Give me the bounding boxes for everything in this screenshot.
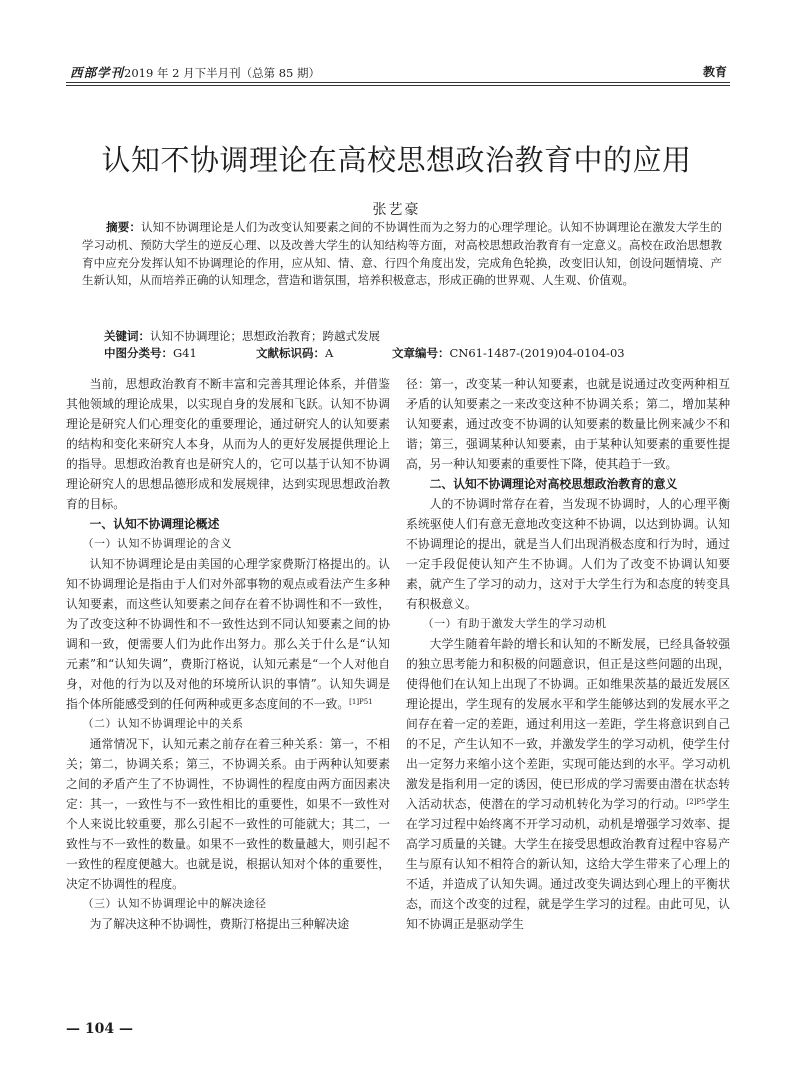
issue-info: 2019 年 2 月下半月刊（总第 85 期） [124, 66, 321, 80]
clc-number [104, 345, 197, 361]
article-title: 认知不协调理论在高校思想政治教育中的应用 [101, 143, 692, 177]
header-rule-secondary [66, 85, 730, 86]
clc-value: G41 [173, 346, 197, 360]
section-heading-2: 二、认知不协调理论对高校思想政治教育的意义 [429, 477, 678, 491]
article-no-label: 文章编号： [392, 346, 450, 360]
body-column-left [66, 374, 390, 934]
article-author: 张艺豪 [372, 202, 421, 218]
paragraph-motivation [406, 634, 730, 934]
keywords [104, 328, 380, 344]
abstract [82, 219, 722, 290]
subsection-heading-1-2: （二）认知不协调理论中的关系 [82, 717, 244, 730]
article-no-value: CN61-1487-(2019)04-0104-03 [449, 346, 625, 360]
document-code [256, 345, 333, 361]
section-heading-1: 一、认知不协调理论概述 [89, 517, 220, 531]
body-column-right [406, 374, 730, 934]
paragraph-motivation-text-b: 学生在学习过程中始终离不开学习动机，动机是增强学习效率、提高学习质量的关键。大学生在接受思想政治教育过程中容易产生与原有认知不相符合的新认知，这给大学生带来了心理上的不适，并造成了认知失调。通过改变失调达到心理上的平衡状态，而这个改变的过程，就是学生学习的过程。由此可见，认知不协调正是驱动学生 [406, 797, 730, 931]
page-number: — 104 — [66, 1021, 133, 1037]
doc-code-value: A [325, 346, 334, 360]
paragraph-solutions-start: 为了解决这种不协调性，费斯汀格提出三种解决途 [89, 917, 350, 931]
doc-code-label: 文献标识码： [256, 346, 325, 360]
subsection-heading-1-1: （一）认知不协调理论的含义 [82, 537, 232, 550]
paragraph-motivation-text-a: 大学生随着年龄的增长和认知的不断发展，已经具备较强的独立思考能力和积极的问题意识，但正是这些问题的出现，使得他们在认知上出现了不协调。正如维果茨基的最近发展区理论提出，学生现有的发展水平和学生能够达到的发展水平之间存在着一定的差距，通过利用这一差距，学生将意识到自己的不足，产生认知不一致，并激发学生的学习动机，使学生付出一定努力来缩小这个差距，实现可能达到的水平。学习动机激发是指利用一定的诱因，使已形成的学习需要由潜在状态转入活动状态，使潜在的学习动机转化为学习的行动。 [406, 637, 730, 811]
header-rule [66, 82, 730, 83]
subsection-heading-2-1: （一）有助于激发大学生的学习动机 [422, 617, 607, 630]
journal-name: 西部学刊 [70, 65, 125, 80]
keywords-text: 认知不协调理论；思想政治教育；跨越式发展 [150, 329, 380, 343]
section-label: 教育 [703, 65, 728, 79]
citation-1: [1]P51 [349, 698, 373, 706]
paragraph-significance: 人的不协调时常存在着，当发现不协调时，人的心理平衡系统驱使人们有意无意地改变这种不协调，以达到协调。认知不协调理论的提出，就是当人们出现消极态度和行为时，通过一定手段促使认知产生不协调。人们为了改变不协调认知要素，就产生了学习的动力，这对于大学生行为和态度的转变具有积极意义。 [406, 497, 730, 611]
paragraph-definition-text: 认知不协调理论是由美国的心理学家费斯汀格提出的。认知不协调理论是指由于人们对外部事物的观点或看法产生多种认知要素，而这些认知要素之间存在着不协调性和不一致性，为了改变这种不协调性和不一致性达到不同认知要素之间的协调和一致，便需要人们为此作出努力。那么关于什么是“认知元素”和“认知失调”，费斯汀格说，认知元素是“一个人对他自身，对他的行为以及对他的环境所认识的事情”。认知失调是指个体所能感受到的任何两种或更多态度间的不一致。 [66, 557, 390, 711]
paragraph-definition [66, 554, 390, 714]
article-number [392, 345, 625, 361]
abstract-label: 摘要： [106, 220, 141, 234]
subsection-heading-1-3: （三）认知不协调理论中的解决途径 [82, 897, 267, 910]
keywords-label: 关键词： [104, 329, 150, 343]
paragraph-relations: 通常情况下，认知元素之前存在着三种关系：第一，不相关；第二，协调关系；第三，不协调关系。由于两种认知要素之间的矛盾产生了不协调性，不协调性的程度由两方面因素决定：其一，一致性与不一致性相比的重要性，如果不一致性对个人来说比较重要，那么引起不一致性的可能就大；其二，一致性与不一致性的数量。如果不一致性的数量越大，则引起不一致性的程度便越大。也就是说，根据认知对个体的重要性，决定不协调性的程度。 [66, 737, 390, 891]
abstract-text: 认知不协调理论是人们为改变认知要素之间的不协调性而为之努力的心理学理论。认知不协调理论在激发大学生的学习动机、预防大学生的逆反心理、以及改善大学生的认知结构等方面，对高校思想政治教育有一定意义。高校在政治思想教育中应充分发挥认知不协调理论的作用，应从知、情、意、行四个角度出发，完成角色轮换，改变旧认知，创设问题情境、产生新认知，从而培养正确的认知理念，营造和谐氛围，培养积极意志，形成正确的世界观、人生观、价值观。 [82, 220, 723, 288]
clc-label: 中图分类号： [104, 346, 173, 360]
intro-paragraph: 当前，思想政治教育不断丰富和完善其理论体系，并借鉴其他领域的理论成果，以实现自身的发展和飞跃。认知不协调理论是研究人们心理变化的重要理论，通过研究人的认知要素的结构和变化来研究人本身，从而为人的更好发展提供理论上的指导。思想政治教育也是研究人的，它可以基于认知不协调理论研究人的思想品德形成和发展规律，达到实现思想政治教育的目标。 [66, 377, 390, 511]
citation-2: [2]P5 [686, 798, 706, 806]
running-header-left [70, 63, 320, 81]
paragraph-solutions-cont: 径：第一，改变某一种认知要素，也就是说通过改变两种相互矛盾的认知要素之一来改变这种不协调关系；第二，增加某种认知要素，通过改变不协调的认知要素的数量比例来减少不和谐；第三，强调某种认知要素，由于某种认知要素的重要性提高，另一种认知要素的重要性下降，使其趋于一致。 [406, 377, 730, 471]
